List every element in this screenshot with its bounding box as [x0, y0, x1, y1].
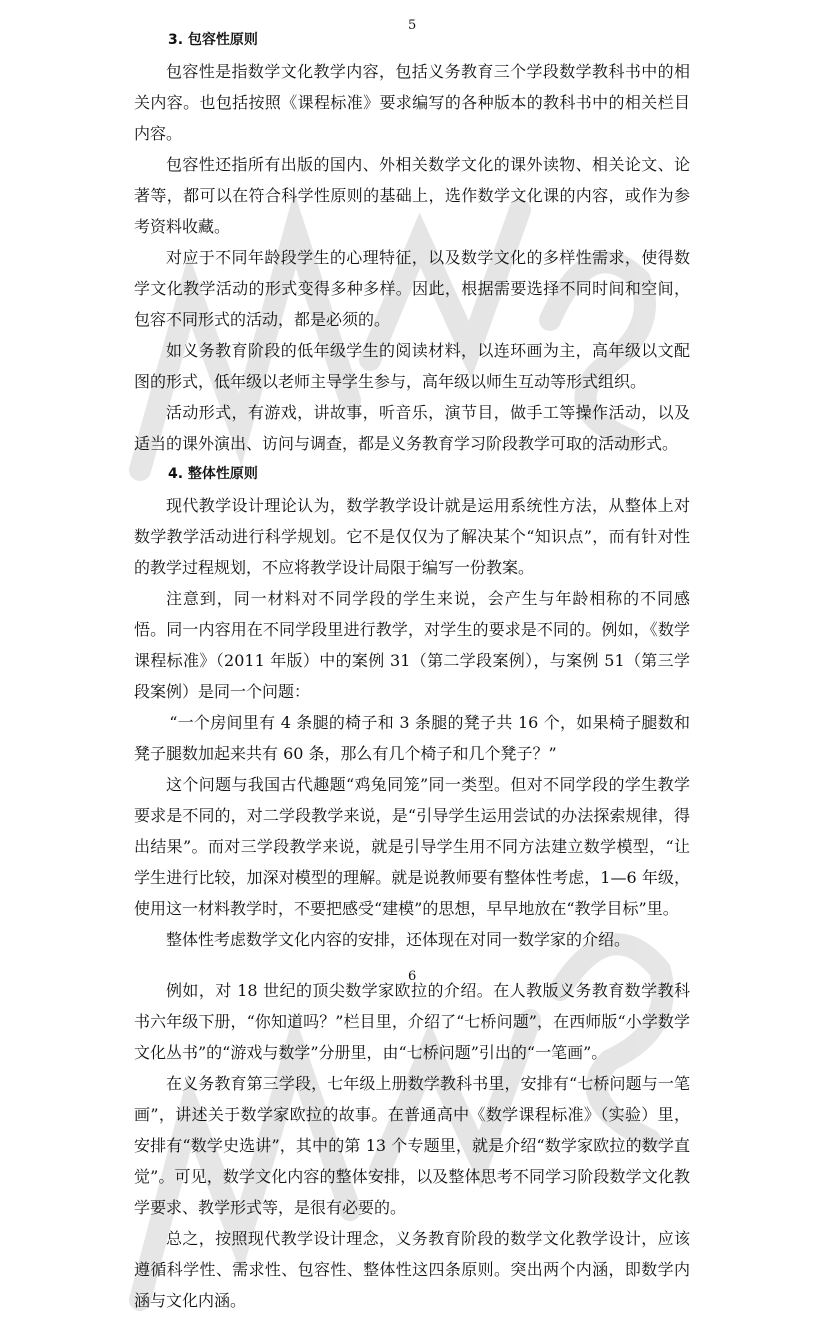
paragraph: 包容性是指数学文化教学内容，包括义务教育三个学段数学教科书中的相关内容。也包括按照《课程标准》要求编写的各种版本的教科书中的相关栏目内容。	[134, 62, 690, 143]
page-number: 6	[408, 969, 417, 984]
paragraph: 在义务教育第三学段，七年级上册数学教科书里，安排有“七桥问题与一笔画”，讲述关于数学家欧拉的故事。在普通高中《数学课程标准》（实验）里，安排有“数学史选讲”，其中的第 13 个专题里，就是介绍“数学家欧拉的数学直觉”。可见，数学文化内容的整体安排，以及整体思考不同学习阶段数学文化教学要求、教学形式等，是很有必要的。	[134, 1074, 690, 1217]
paragraph: 包容性还指所有出版的国内、外相关数学文化的课外读物、相关论文、论著等，都可以在符合科学性原则的基础上，选作数学文化课的内容，或作为参考资料收藏。	[134, 155, 690, 236]
page-5-body	[134, 25, 690, 955]
paragraph: 整体性考虑数学文化内容的安排，还体现在对同一数学家的介绍。	[166, 930, 631, 949]
paragraph: 对应于不同年龄段学生的心理特征，以及数学文化的多样性需求，使得数学文化教学活动的形式变得多种多样。因此，根据需要选择不同时间和空间，包容不同形式的活动，都是必须的。	[134, 248, 690, 329]
paragraph: 这个问题与我国古代趣题“鸡兔同笼”同一类型。但对不同学段的学生教学要求是不同的，对二学段教学来说，是“引导学生运用尝试的办法探索规律，得出结果”。而对三学段教学来说，就是引导学生用不同方法建立数学模型，“让学生进行比较，加深对模型的理解。就是说教师要有整体性考虑，1—6 年级，使用这一材料教学时，不要把感受“建模”的思想，早早地放在“教学目标”里。	[134, 775, 690, 918]
section-heading-inclusiveness: 3. 包容性原则	[168, 32, 258, 48]
section-heading-wholeness: 4. 整体性原则	[168, 466, 258, 482]
page-6-body	[134, 975, 690, 1316]
paragraph: 注意到，同一材料对不同学段的学生来说，会产生与年龄相称的不同感悟。同一内容用在不同学段里进行教学，对学生的要求是不同的。例如，《数学课程标准》（2011 年版）中的案例 31（第二学段案例），与案例 51（第三学段案例）是同一个问题：	[134, 589, 690, 701]
paragraph: 例如，对 18 世纪的顶尖数学家欧拉的介绍。在人教版义务教育数学教科书六年级下册，“你知道吗？”栏目里，介绍了“七桥问题”，在西师版“小学数学文化丛书”的“游戏与数学”分册里，由“七桥问题”引出的“一笔画”。	[134, 981, 690, 1062]
paragraph: 总之，按照现代教学设计理念，义务教育阶段的数学文化教学设计，应该遵循科学性、需求性、包容性、整体性这四条原则。突出两个内涵，即数学内涵与文化内涵。	[134, 1229, 690, 1310]
paragraph: 现代教学设计理论认为，数学教学设计就是运用系统性方法，从整体上对数学教学活动进行科学规划。它不是仅仅为了解决某个“知识点”，而有针对性的教学过程规划，不应将教学设计局限于编写一份教案。	[134, 496, 690, 577]
quoted-problem: “一个房间里有 4 条腿的椅子和 3 条腿的凳子共 16 个，如果椅子腿数和凳子腿数加起来共有 60 条，那么有几个椅子和几个凳子？”	[134, 713, 690, 763]
paragraph: 活动形式，有游戏，讲故事，听音乐，演节目，做手工等操作活动，以及适当的课外演出、访问与调查，都是义务教育学习阶段教学可取的活动形式。	[134, 403, 690, 453]
paragraph: 如义务教育阶段的低年级学生的阅读材料，以连环画为主，高年级以文配图的形式，低年级以老师主导学生参与，高年级以师生互动等形式组织。	[134, 341, 690, 391]
page-number: 5	[408, 18, 417, 33]
